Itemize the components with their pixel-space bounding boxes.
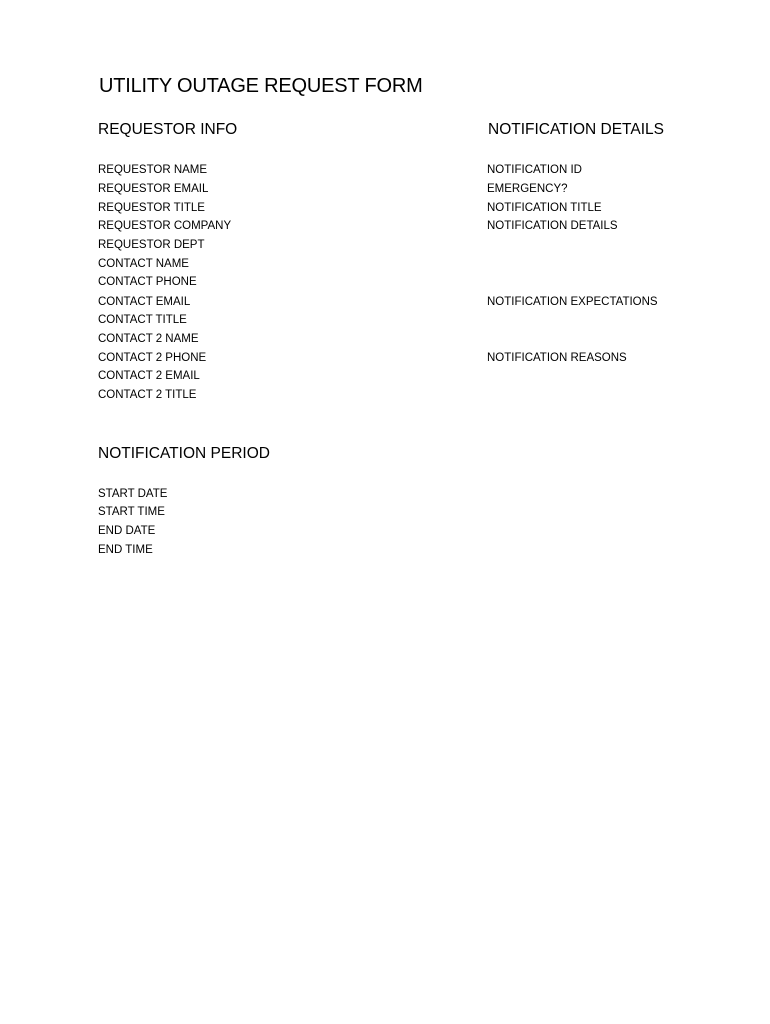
notification-title-label: NOTIFICATION TITLE — [487, 202, 602, 214]
end-time-label: END TIME — [98, 544, 153, 556]
end-date-label: END DATE — [98, 525, 156, 537]
notification-id-label: NOTIFICATION ID — [487, 164, 582, 176]
requestor-title-label: REQUESTOR TITLE — [98, 202, 205, 214]
notification-period-heading: NOTIFICATION PERIOD — [98, 445, 270, 462]
notification-details-heading: NOTIFICATION DETAILS — [488, 121, 664, 138]
contact-title-label: CONTACT TITLE — [98, 314, 187, 326]
contact-2-name-label: CONTACT 2 NAME — [98, 333, 199, 345]
contact-2-phone-label: CONTACT 2 PHONE — [98, 352, 207, 364]
requestor-dept-label: REQUESTOR DEPT — [98, 239, 205, 251]
contact-name-label: CONTACT NAME — [98, 258, 189, 270]
requestor-email-label: REQUESTOR EMAIL — [98, 183, 209, 195]
contact-2-title-label: CONTACT 2 TITLE — [98, 389, 197, 401]
contact-2-email-label: CONTACT 2 EMAIL — [98, 370, 200, 382]
notification-details-label: NOTIFICATION DETAILS — [487, 220, 618, 232]
requestor-info-heading: REQUESTOR INFO — [98, 121, 238, 138]
start-time-label: START TIME — [98, 506, 165, 518]
emergency-label: EMERGENCY? — [487, 183, 568, 195]
start-date-label: START DATE — [98, 488, 168, 500]
form-title: UTILITY OUTAGE REQUEST FORM — [99, 75, 423, 97]
contact-email-label: CONTACT EMAIL — [98, 296, 191, 308]
contact-phone-label: CONTACT PHONE — [98, 276, 197, 288]
requestor-company-label: REQUESTOR COMPANY — [98, 220, 232, 232]
notification-reasons-label: NOTIFICATION REASONS — [487, 352, 627, 364]
requestor-name-label: REQUESTOR NAME — [98, 164, 208, 176]
notification-expectations-label: NOTIFICATION EXPECTATIONS — [487, 296, 658, 308]
